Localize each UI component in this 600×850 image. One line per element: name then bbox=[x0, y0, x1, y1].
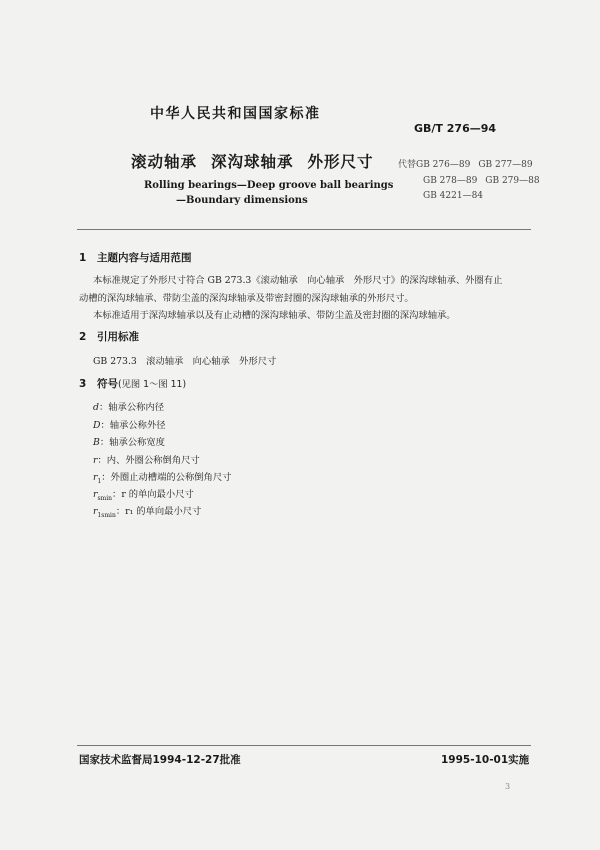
symbol-row: r：内、外圈公称倒角尺寸 bbox=[93, 455, 200, 466]
section-3-heading bbox=[79, 376, 186, 391]
replaces-3: GB 4221—84 bbox=[423, 191, 484, 201]
section-3-number: 3 bbox=[79, 378, 87, 390]
footer-divider bbox=[77, 745, 531, 746]
section-2-number: 2 bbox=[79, 331, 87, 343]
symbol-row: $r_1$：外圈止动槽端的公称倒角尺寸 bbox=[93, 472, 232, 485]
english-title-line-1: Rolling bearings—Deep groove ball bearings bbox=[144, 180, 394, 191]
header-divider bbox=[77, 229, 531, 230]
english-title-line-2: —Boundary dimensions bbox=[176, 195, 308, 206]
section-2-heading bbox=[79, 329, 139, 344]
replaces-label: 代替 bbox=[398, 160, 417, 170]
section-1-para-1-line-2: 动槽的深沟球轴承、带防尘盖的深沟球轴承及带密封圈的深沟球轴承的外形尺寸。 bbox=[79, 293, 414, 304]
approval-date: 国家技术监督局1994-12-27批准 bbox=[79, 754, 241, 766]
title-part-1: 滚动轴承 bbox=[131, 153, 198, 171]
symbol-row: D：轴承公称外径 bbox=[93, 420, 166, 431]
symbol-row: d：轴承公称内径 bbox=[93, 402, 165, 413]
title-part-2: 深沟球轴承 bbox=[211, 153, 294, 171]
chinese-title bbox=[131, 150, 374, 172]
section-2-title: 引用标准 bbox=[97, 331, 139, 343]
effective-date: 1995-10-01实施 bbox=[441, 754, 530, 766]
section-1-para-1-line-1: 本标准规定了外形尺寸符合 GB 273.3《滚动轴承 向心轴承 外形尺寸》的深沟球轴承、外圈有止 bbox=[93, 275, 503, 286]
national-standard-heading: 中华人民共和国国家标准 bbox=[150, 106, 321, 122]
title-part-3: 外形尺寸 bbox=[307, 153, 374, 171]
replaces-1b: GB 277—89 bbox=[478, 160, 533, 170]
replaces-2a: GB 278—89 bbox=[423, 175, 478, 186]
section-1-number: 1 bbox=[79, 252, 87, 264]
section-1-title: 主题内容与适用范围 bbox=[97, 252, 192, 264]
replaces-1a: GB 276—89 bbox=[416, 160, 471, 170]
replaces-standards bbox=[398, 158, 540, 205]
symbol-row: $r_{smin}$：r 的单向最小尺寸 bbox=[93, 489, 194, 502]
section-3-note: (见图 1～图 11) bbox=[118, 379, 187, 390]
standard-number: GB/T 276—94 bbox=[414, 122, 497, 135]
section-1-heading bbox=[79, 250, 192, 265]
replaces-2b: GB 279—88 bbox=[485, 175, 540, 186]
section-2-reference: GB 273.3 滚动轴承 向心轴承 外形尺寸 bbox=[93, 356, 277, 367]
symbol-row: $r_{1smin}$：r₁ 的单向最小尺寸 bbox=[93, 506, 202, 519]
section-1-para-2: 本标准适用于深沟球轴承以及有止动槽的深沟球轴承、带防尘盖及密封圈的深沟球轴承。 bbox=[93, 310, 456, 321]
symbol-row: B：轴承公称宽度 bbox=[93, 437, 165, 448]
page-number: 3 bbox=[505, 782, 511, 791]
section-3-title: 符号 bbox=[97, 378, 118, 390]
